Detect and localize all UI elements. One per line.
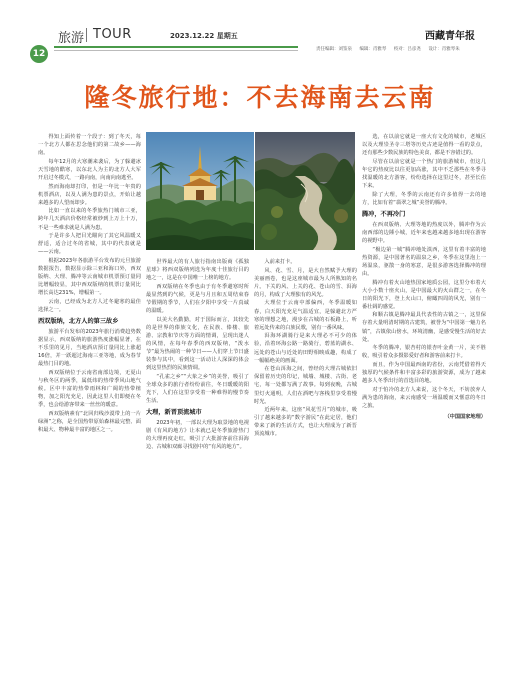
section-name: 旅游 — [58, 31, 85, 46]
paragraph: 西双版纳在冬季也由于有冬季避寒时所最显然到的气候，更是与月且和五周结束春节假期的季节，人们在夕阳中享受一片真诚的温暖。 — [146, 283, 249, 315]
editorial-credits — [316, 46, 466, 52]
paragraph: “孔雀之乡”“大象之乡”的美誉，吸引了全球众多的旅行者纷纷前往，冬日暖暖的阳光下，人们在这里享受着一种难得的慢节奏生活。 — [146, 373, 249, 405]
paragraph: 云南，已经成为北方人过冬避寒的最佳选择之一。 — [38, 298, 141, 313]
paragraph: 比如一直以来的冬季旅热门城市三亚，跨年几天酒店价格经常被炒到上万上十万，不是一些难求就是人满为患。 — [38, 208, 141, 231]
subheading-dali: 大理，新晋顶流城市 — [146, 409, 202, 417]
paragraph: 2023年初，一部以大理为取景地的电视剧《有风的地方》让本就已是冬季旅游热门的大理再度走红，吸引了大批游客前往洱海边、古城和双廊寻找剧中的“有风的地方”。 — [146, 420, 249, 451]
article-column-2 — [146, 258, 249, 681]
paragraph: 根据2023年各旅游平台发布的元旦旅游数据报告，数据显示除三亚和海口外，西双版纳、大理、腾冲等云南城市机票预订量同比增幅较显，其中西双版纳的机票订量同比增长高达231%，增幅第一。 — [38, 257, 141, 297]
page-header — [0, 0, 520, 62]
proof-credit: 校对：吕彦尧 — [393, 47, 421, 52]
page-number: 12 — [30, 45, 48, 63]
paragraph: 世界最大的有人旅行指南出版商《孤独星球》将西双版纳列选为年度十佳旅行目的地之一，这是在中国唯一上榜的地方。 — [146, 259, 249, 282]
paragraph: 洱海环湖骑行是来大理必不可少的体验，沿着环海公路一路骑行，碧蓝的湖水、远处的苍山与近处的田野相映成趣，构成了一幅幅绝美的画面。 — [254, 333, 357, 364]
paragraph: “极边第一城”腾冲地处滇西，这里有着丰富的地热资源，是中国著名的温泉之乡，冬季在这里泡上一场温泉，驱散一身的寒意，是很多游客选择腾冲的理由。 — [362, 246, 486, 277]
paragraph: 大理位于云南中部偏西，冬季温暖如春，白天阳光充足气温适宜，是躲避北方严寒的理想之地，漫步在古城的石板路上，听着远处传来的白族民歌，别有一番风味。 — [254, 300, 357, 331]
river-forest-photo-image — [255, 132, 355, 250]
article-column-4 — [362, 133, 486, 681]
article-title: 隆冬旅行地：不去海南去云南 — [84, 83, 436, 112]
paragraph: 西双版纳素有“北回归线沙漠带上的一片绿洲”之称，是全国热带原始森林最完整、面积最大、物种最丰富的地区之一。 — [38, 411, 141, 434]
paragraph: 在苍山洱海之间，曾经的大理古城依旧保留着历史的印记，城墙、城楼、古街、老宅，每一处都写满了故事。每到夜晚，古城里灯火通明，人们在酒吧与客栈里享受着慢时光。 — [254, 366, 357, 405]
paragraph: 冬季的腾冲，银杏村的银杏叶金黄一片，美不胜收，吸引着众多摄影爱好者和游客前来打卡。 — [362, 345, 486, 360]
article-column-3 — [254, 258, 357, 681]
article-source: （中国国家地理） — [444, 414, 486, 420]
header-rule — [54, 46, 298, 48]
section-name-english: TOUR — [93, 27, 132, 42]
paragraph: 旅游平台发布的2023年旅行消费趋势数据显示，西双版纳的旅游热度涨幅显著，在不乐里的见月，当地酒店预订量同比上涨超16倍，并一跃超过海南三亚等地，成为春节最热门目的地。 — [38, 329, 141, 368]
section-divider — [86, 28, 87, 42]
temple-photo-image — [146, 132, 254, 250]
subheading-xishuangbanna: 西双版纳，北方人的第三故乡 — [38, 318, 119, 326]
article-column-1 — [38, 133, 141, 681]
paragraph: 于是许多人把目光瞄向了其它风温暖又舒适，适合过冬的省城，其中的代表就是——云南。 — [38, 233, 141, 256]
paragraph: 以美大名勤勤，对于国际而言，其较先的是世界的傣族文化，在民族、傣楼、旅游、宗教和节庆等方面的情调，呈现出迷人的风情，在每年春季的西双版纳，“泼水节”最为热闹的一种节日——人们穿上节日盛装参与其中，看到这一活动让人深深的体会到这里热烈的民族情调。 — [146, 316, 249, 372]
art-credit: 编辑：肖雅琴 — [359, 47, 387, 52]
editor-credit: 责任编辑：刘鉴泉 — [316, 47, 352, 52]
paragraph: 近两年来，这座“风花雪月”的城市，吸引了越来越多的“数字游民”在此定居，他们带来了新的生活方式，也让大理成为了新晋顶流城市。 — [254, 407, 357, 438]
paragraph: 对于怕冷的北方人来说，这个冬天，不妨放弃人满为患的海南，来云南感受一场温暖而又惬意的冬日之旅。 — [362, 386, 486, 409]
paragraph: 西双版纳位于云南省南部边境，无夏山与秋冬区的两季，属低纬的热带季风山地气候。区中丰富的热带雨林和广阔的热带植物，加之阳光充足，因此这里人们即便在冬季，也会给游客带来一丝丝的暖意。 — [38, 370, 141, 409]
paragraph: 除了大理，冬季的云南还有许多值得一去的地方，比如有着“翡翠之城”美誉的腾冲。 — [362, 191, 486, 206]
paragraph: 风、花、雪、月，是大自然赋予大理的美丽画卷，也是这座城市最为人所熟知的名片。下关的风、上关的花、苍山的雪、洱海的月，构成了大理独有的风光。 — [254, 267, 357, 298]
layout-credit: 设计：肖雅琴朱 — [428, 47, 460, 52]
paragraph: 在西双版纳、大理等地的热度以外，腾冲作为云南西部的边陲小城，近年来也越来越多地出现在游客的视野中。 — [362, 221, 486, 245]
paragraph: 选，在以前它就是一座大有文化的城市，老城区以及大理崇圣寺三塔等历史古迹是值得一看的景点，还有那些少数民族的特色美食，都是不容错过的。 — [362, 134, 486, 157]
paragraph: 每年12月的大寒潮来袭后，为了躲避冰天雪地的酷寒，以东北人为主的北方人大军开启过冬模式，一路向南，向南向南逃至。 — [38, 158, 141, 181]
paragraph: 腾冲有着火山地热国家地质公园，这里分布着大大小小数十座火山，是中国最大的火山群之一，在冬日的阳光下，登上火山口，俯瞰四周的风光，别有一番壮阔的感觉。 — [362, 279, 486, 310]
paragraph: 入前来打卡。 — [264, 259, 296, 265]
newspaper-logo: 西藏青年报 — [425, 31, 475, 42]
paragraph: 得知上面传着一个段子：到了冬天，每一个北方人都在思念他们的第二故乡——海南。 — [38, 134, 141, 157]
temple-photo — [146, 132, 254, 250]
paragraph: 尽管在以前它就是一个热门的旅游城市，但这几年它的热度比以往更加高涨，其中不乏那些在冬季寻找温暖的北方游客，纷纷选择在这里过冬，甚至长住下来。 — [362, 158, 486, 190]
header-rule-thin — [54, 50, 298, 51]
subheading-tengchong: 腾冲，不再冷门 — [362, 210, 406, 218]
paragraph: 然而海南却打印，但是一年比一年贵的机票酒店，以及人满为患的景点，开始让越来越多的人望而却步。 — [38, 183, 141, 206]
issue-date: 2023.12.22 星期五 — [170, 32, 238, 40]
paragraph: 而且，作为中国最西南的省份，云南凭借着得天独厚的气候条件和丰富多彩的旅游资源，成为了越来越多人冬季出行的首选目的地。 — [362, 361, 486, 385]
river-forest-photo — [255, 132, 355, 250]
paragraph: 和顺古镇是腾冲最具代表性的古镇之一，这里保存着大量明清时期的古建筑，被誉为“中国第一魅力名镇”，古镇依山傍水，环境清幽，是感受慢生活的好去处。 — [362, 312, 486, 343]
